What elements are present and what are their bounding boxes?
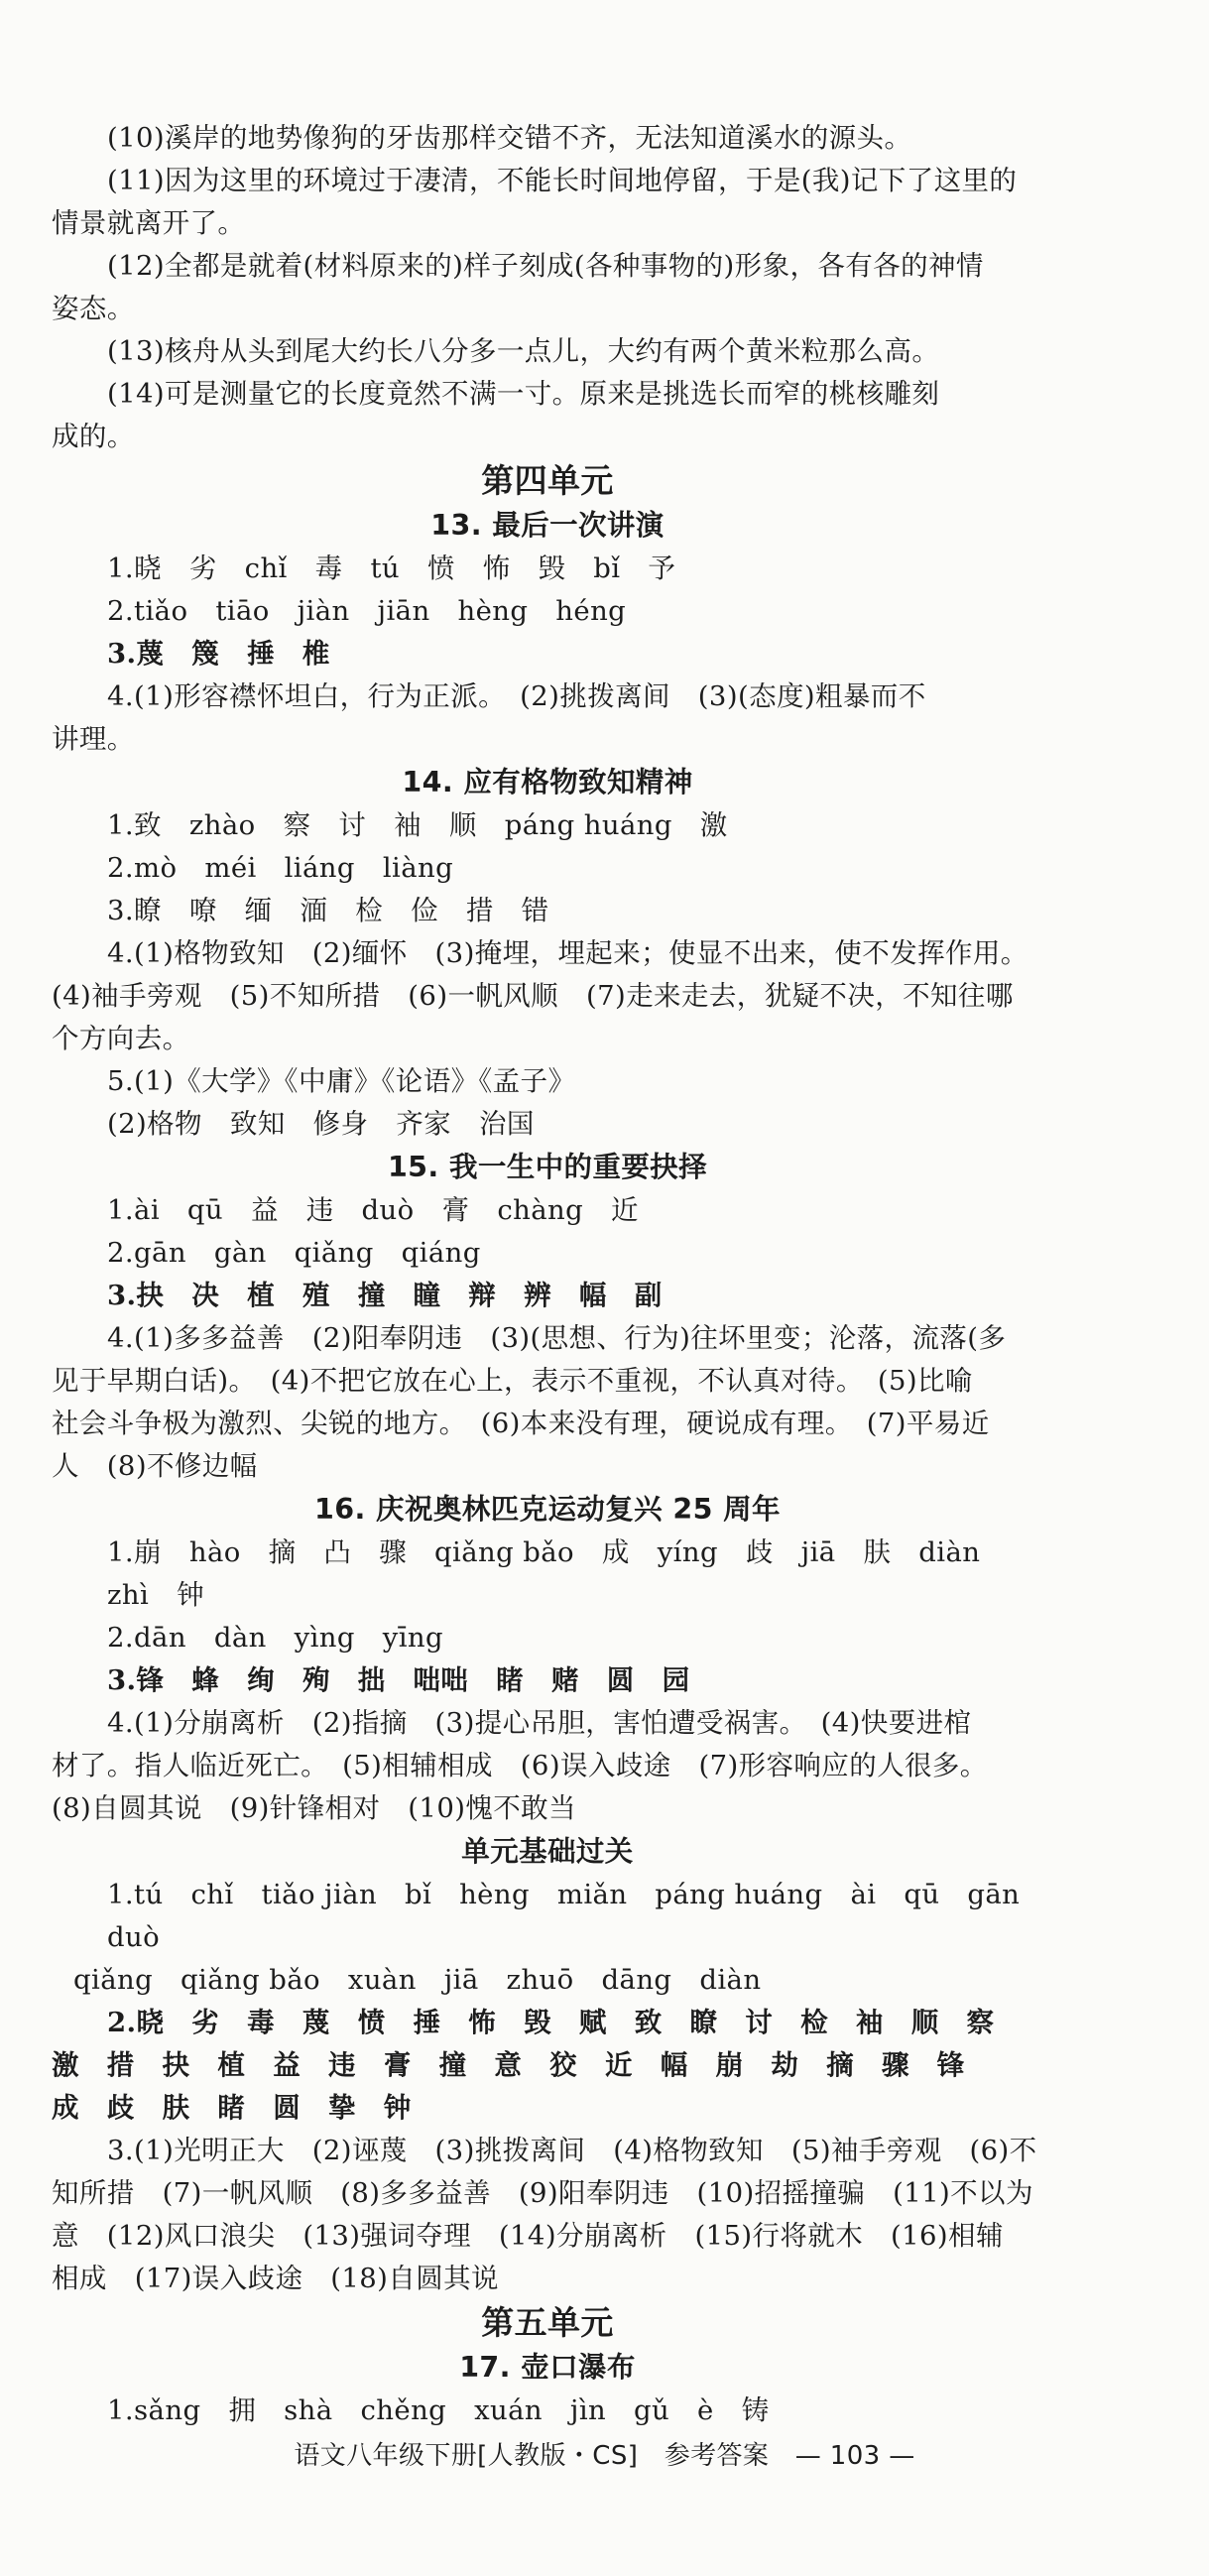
answer-line: 材了。指人临近死亡。 (5)相辅相成 (6)误入歧途 (7)形容响应的人很多。 xyxy=(52,1750,988,1781)
answer-line: (2)格物 致知 修身 齐家 治国 xyxy=(107,1108,535,1140)
answer-line: 4.(1)格物致知 (2)缅怀 (3)掩埋，埋起来；使显不出来，使不发挥作用。 xyxy=(107,937,1028,969)
answer-line: 知所措 (7)一帆风顺 (8)多多益善 (9)阳奉阴违 (10)招摇撞骗 (11)不以为 xyxy=(52,2177,1033,2209)
answer-line: (8)自圆其说 (9)针锋相对 (10)愧不敢当 xyxy=(52,1792,576,1824)
answer-line: qiǎng qiǎng bǎo xuàn jiā zhuō dāng diàn xyxy=(73,1964,762,1996)
answer-line: 2.晓 劣 毒 蔑 愤 捶 怖 毁 赋 致 瞭 讨 检 袖 顺 察 xyxy=(107,2007,995,2038)
answer-line: (12)全都是就着(材料原来的)样子刻成(各种事物的)形象，各有各的神情 xyxy=(107,250,984,282)
answer-line: 2.mò méi liáng liàng xyxy=(107,852,454,884)
answer-line: 4.(1)分崩离析 (2)指摘 (3)提心吊胆，害怕遭受祸害。 (4)快要进棺 xyxy=(107,1707,972,1739)
answer-line: (4)袖手旁观 (5)不知所措 (6)一帆风顺 (7)走来走去，犹疑不决，不知往哪 xyxy=(52,980,1014,1012)
answer-line: 3.抉 决 植 殖 撞 瞳 辩 辨 幅 副 xyxy=(107,1280,663,1311)
answer-line: 社会斗争极为激烈、尖锐的地方。 (6)本来没有理，硬说成有理。 (7)平易近 xyxy=(52,1408,990,1439)
section-title: 单元基础过关 xyxy=(461,1835,634,1868)
lesson-title: 14. 应有格物致知精神 xyxy=(402,766,693,798)
answer-line: 1.致 zhào 察 讨 袖 顺 páng huáng 激 xyxy=(107,809,728,841)
lesson-title: 16. 庆祝奥林匹克运动复兴 25 周年 xyxy=(314,1493,781,1526)
page-footer: 语文八年级下册[人教版・CS] 参考答案 — 103 — xyxy=(294,2441,915,2471)
answer-line: 2.tiǎo tiāo jiàn jiān hèng héng xyxy=(107,595,627,627)
answer-line: 1.崩 hào 摘 凸 骤 qiǎng bǎo 成 yíng 歧 jiā 肤 diàn zhì 钟 xyxy=(107,1536,1009,1611)
answer-line: 成 歧 肤 睹 圆 挚 钟 xyxy=(52,2092,412,2124)
answer-line: (10)溪岸的地势像狗的牙齿那样交错不齐，无法知道溪水的源头。 xyxy=(107,122,912,154)
answer-line: 3.瞭 嘹 缅 湎 检 俭 措 错 xyxy=(107,895,549,926)
answer-line: 1.晓 劣 chǐ 毒 tú 愤 怖 毁 bǐ 予 xyxy=(107,552,676,584)
answer-line: 3.锋 蜂 绚 殉 拙 咄咄 睹 赌 圆 园 xyxy=(107,1664,690,1696)
answer-line: 2.dān dàn yìng yīng xyxy=(107,1622,444,1654)
lesson-title: 13. 最后一次讲演 xyxy=(430,509,665,542)
answer-content xyxy=(52,117,1048,2432)
answer-line: 4.(1)形容襟怀坦白，行为正派。 (2)挑拨离间 (3)(态度)粗暴而不 xyxy=(107,680,926,712)
answer-line: 2.gān gàn qiǎng qiáng xyxy=(107,1237,481,1269)
unit-title: 第四单元 xyxy=(481,461,614,500)
answer-line: 情景就离开了。 xyxy=(52,207,246,239)
answer-line: 4.(1)多多益善 (2)阳奉阴违 (3)(思想、行为)往坏里变；沦落，流落(多 xyxy=(107,1322,1007,1354)
answer-line: 见于早期白话)。 (4)不把它放在心上，表示不重视，不认真对待。 (5)比喻 xyxy=(52,1365,973,1397)
answer-line: (13)核舟从头到尾大约长八分多一点儿，大约有两个黄米粒那么高。 xyxy=(107,335,940,367)
answer-line: 讲理。 xyxy=(52,723,135,755)
answer-line: 姿态。 xyxy=(52,293,135,324)
answer-line: 成的。 xyxy=(52,421,135,452)
answer-line: 1.ài qū 益 违 duò 膏 chàng 近 xyxy=(107,1194,639,1226)
answer-line: 5.(1)《大学》《中庸》《论语》《孟子》 xyxy=(107,1065,576,1097)
answer-line: 3.(1)光明正大 (2)诬蔑 (3)挑拨离间 (4)格物致知 (5)袖手旁观 (6)不 xyxy=(107,2135,1037,2166)
answer-line: 人 (8)不修边幅 xyxy=(52,1450,258,1482)
answer-line: 1.sǎng 拥 shà chěng xuán jìn gǔ è 铸 xyxy=(107,2394,770,2426)
answer-line: 3.蔑 篾 捶 椎 xyxy=(107,638,330,670)
answer-line: 意 (12)风口浪尖 (13)强词夺理 (14)分崩离析 (15)行将就木 (16)相辅 xyxy=(52,2220,1004,2252)
answer-line: 激 措 抉 植 益 违 膏 撞 意 狡 近 幅 崩 劫 摘 骤 锋 xyxy=(52,2049,965,2081)
unit-title: 第五单元 xyxy=(481,2303,614,2342)
answer-line: (14)可是测量它的长度竟然不满一寸。原来是挑选长而窄的桃核雕刻 xyxy=(107,378,940,410)
answer-line: 相成 (17)误入歧途 (18)自圆其说 xyxy=(52,2263,499,2294)
lesson-title: 15. 我一生中的重要抉择 xyxy=(387,1151,708,1183)
answer-line: 个方向去。 xyxy=(52,1023,190,1054)
answer-line: 1.tú chǐ tiǎo jiàn bǐ hèng miǎn páng huáng ài qū gān duò xyxy=(107,1879,1048,1953)
lesson-title: 17. 壶口瀑布 xyxy=(459,2351,636,2384)
answer-line: (11)因为这里的环境过于凄清，不能长时间地停留，于是(我)记下了这里的 xyxy=(107,165,1018,196)
